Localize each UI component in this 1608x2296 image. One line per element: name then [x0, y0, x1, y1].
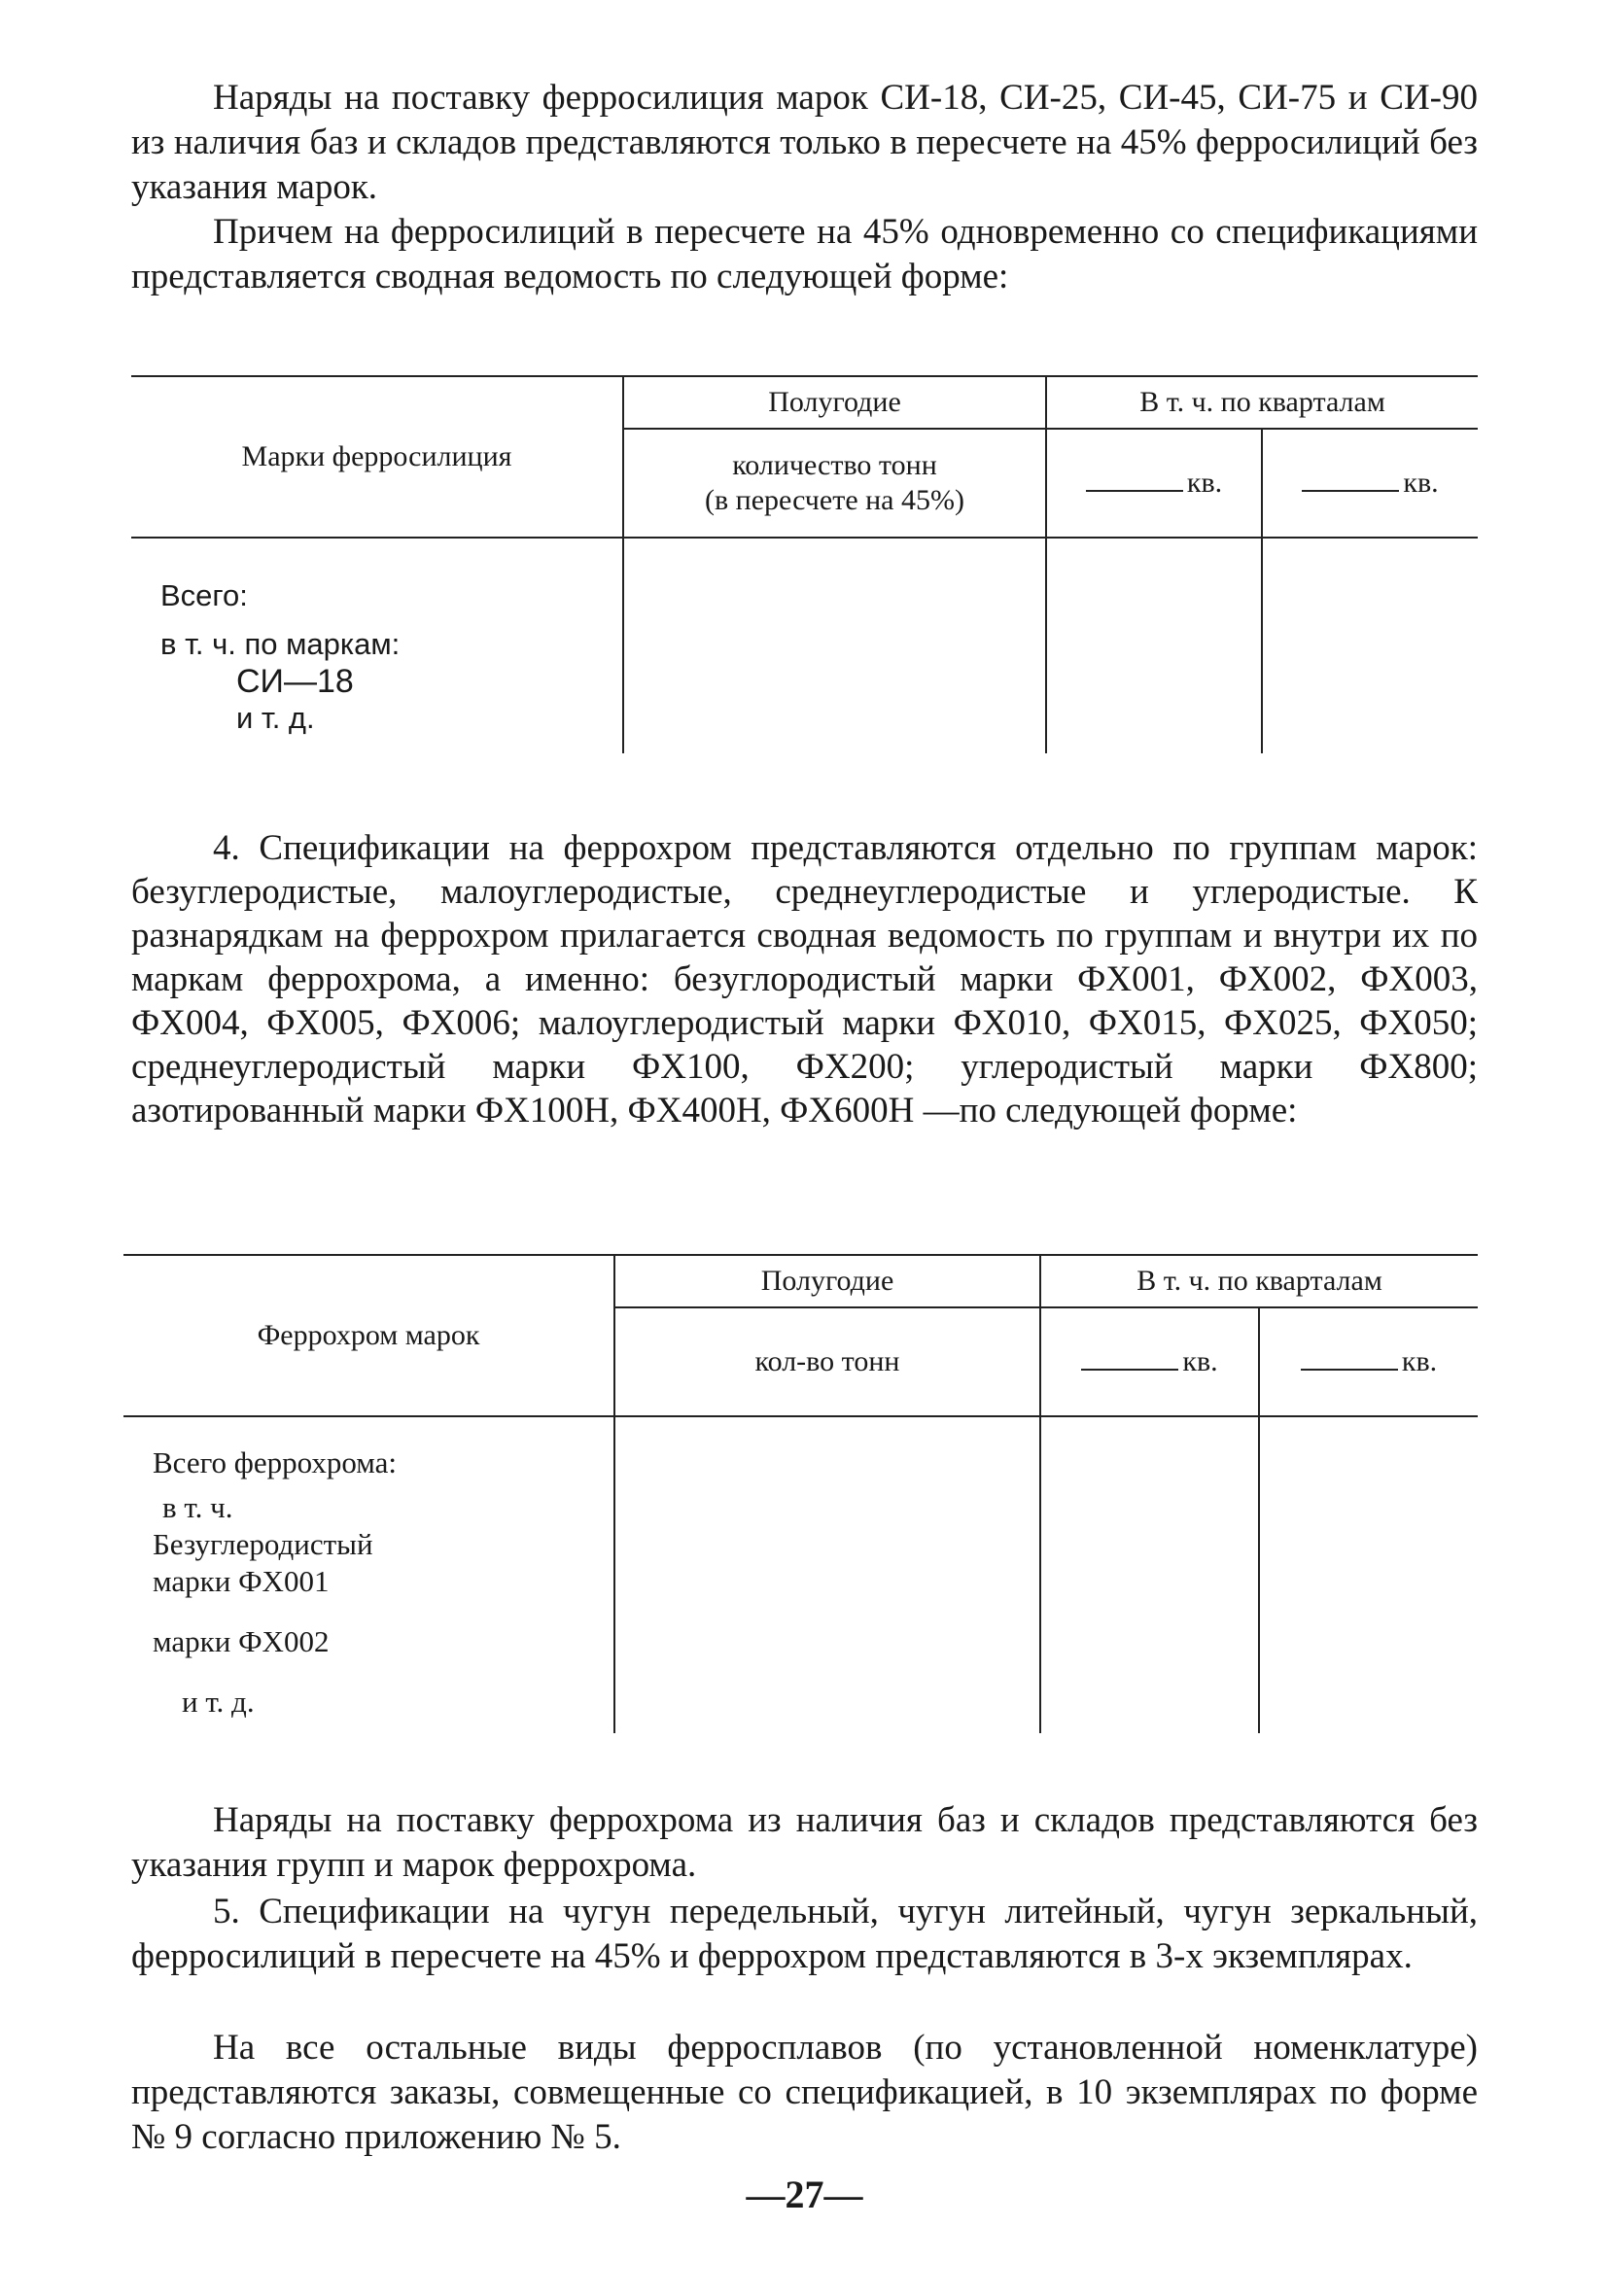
- table2-body-labels: [123, 1416, 614, 1733]
- table2-halfyear-header: Полугодие: [614, 1255, 1040, 1307]
- table1-line-si18: СИ—18: [236, 663, 354, 700]
- table2-quarter-a-blank: [1081, 1369, 1178, 1371]
- table2-line-carbonless: Безуглеродистый: [153, 1527, 373, 1561]
- table2-line-fx001: марки ФХ001: [153, 1564, 330, 1598]
- ferrosilicon-summary-table: [131, 375, 1478, 753]
- table1-qty-line2: (в пересчете на 45%): [705, 484, 964, 516]
- table1-qty-line1: количество тонн: [732, 449, 937, 481]
- table1-quarter-b-suffix: кв.: [1403, 467, 1439, 499]
- paragraph-1: Наряды на поставку ферросилиция марок СИ-18, СИ-25, СИ-45, СИ-75 и СИ-90 из наличия баз и складов представляются только в пересчете на 45% ферросилиций без указания марок.: [131, 78, 1478, 207]
- table2-quarter-a-suffix: кв.: [1182, 1345, 1218, 1377]
- paragraph-2: Причем на ферросилиций в пересчете на 45% одновременно со спецификациями представляется сводная ведомость по следующей форме:: [131, 212, 1478, 296]
- table1-quarters-header: В т. ч. по кварталам: [1046, 376, 1478, 429]
- table1-quarter-a-blank: [1086, 490, 1183, 492]
- table1-line-incl: в т. ч. по маркам:: [160, 627, 401, 661]
- table1-quarter-b-blank: [1302, 490, 1399, 492]
- table2-col1-header: Феррохром марок: [123, 1255, 614, 1416]
- table2-quarter-b-header: [1259, 1307, 1478, 1416]
- table1-body-qty: [623, 538, 1046, 753]
- table1-col1-header: Марки ферросилиция: [131, 376, 623, 538]
- table2-body-quarter-b: [1259, 1416, 1478, 1733]
- table2-quarter-b-suffix: кв.: [1401, 1345, 1438, 1377]
- table2-line-etc: и т. д.: [182, 1685, 255, 1719]
- ferrochrome-summary-table: [123, 1254, 1478, 1733]
- table2-body-qty: [614, 1416, 1040, 1733]
- table1-body-quarter-a: [1046, 538, 1262, 753]
- table1-body-labels: [131, 538, 623, 753]
- table1-quarter-a-suffix: кв.: [1186, 467, 1223, 499]
- paragraph-5: 5. Спецификации на чугун передельный, чугун литейный, чугун зеркальный, ферросилиций в пересчете на 45% и феррохром представляются в 3-х экземплярах.: [131, 1892, 1478, 1976]
- table1-line-total: Всего:: [160, 578, 248, 612]
- table2-line-incl: в т. ч.: [162, 1490, 233, 1524]
- table2-quarter-a-header: [1040, 1307, 1259, 1416]
- table1-line-etc: и т. д.: [236, 701, 315, 735]
- table1-qty-header: [623, 429, 1046, 538]
- table1-halfyear-header: Полугодие: [623, 376, 1046, 429]
- table1-quarter-b-header: [1262, 429, 1478, 538]
- page-number: —27—: [746, 2173, 863, 2216]
- table2-quarter-b-blank: [1301, 1369, 1398, 1371]
- table2-qty-header: кол-во тонн: [614, 1307, 1040, 1416]
- table1-body-quarter-b: [1262, 538, 1478, 753]
- paragraph-3: 4. Спецификации на феррохром представляются отдельно по группам марок: безуглеродистые, малоуглеродистые, среднеуглеродистые и углеродистые. К разнарядкам на феррохром прилагается сводная ведомость по группам и внутри их по маркам феррохрома, а именно: безуглородистый марки ФХ001, ФХ002, ФХ003, ФХ004, ФХ005, ФХ006; малоуглеродистый марки ФХ010, ФХ015, ФХ025, ФХ050; среднеуглеродистый марки ФХ100, ФХ200; углеродистый марки ФХ800; азотированный марки ФХ100Н, ФХ400Н, ФХ600Н —по следующей форме:: [131, 828, 1478, 1131]
- paragraph-6: На все остальные виды ферросплавов (по установленной номенклатуре) представляются заказы, совмещенные со спецификацией, в 10 экземплярах по форме № 9 согласно приложению № 5.: [131, 2028, 1478, 2157]
- table2-body-quarter-a: [1040, 1416, 1259, 1733]
- table1-quarter-a-header: [1046, 429, 1262, 538]
- table2-quarters-header: В т. ч. по кварталам: [1040, 1255, 1478, 1307]
- table2-line-total: Всего феррохрома:: [153, 1445, 398, 1479]
- paragraph-4: Наряды на поставку феррохрома из наличия баз и складов представляются без указания групп и марок феррохрома.: [131, 1800, 1478, 1885]
- table2-line-fx002: марки ФХ002: [153, 1624, 330, 1658]
